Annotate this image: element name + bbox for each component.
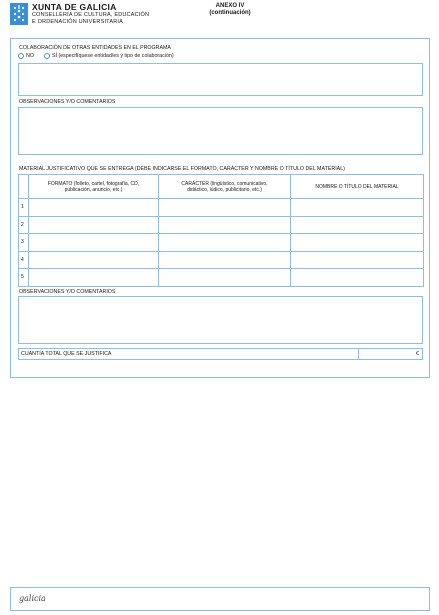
col-nombre-header: NOMBRE O TÍTULO DEL MATERIAL bbox=[291, 175, 424, 199]
col-formato-header bbox=[29, 175, 159, 199]
row-number: 2 bbox=[19, 216, 29, 234]
table-row bbox=[19, 251, 424, 269]
org-title: XUNTA DE GALICIA bbox=[32, 2, 117, 12]
form-frame bbox=[10, 38, 430, 378]
table-row bbox=[19, 269, 424, 287]
annex-title: ANEXO IV bbox=[215, 3, 245, 9]
observations-field-2[interactable] bbox=[18, 296, 423, 344]
col-caracter-line-2: didáctico, lúdico, publicitario, etc.) bbox=[187, 186, 262, 193]
col-caracter-line-1: CARÁCTER (lingüístico, comunicativo, bbox=[181, 180, 268, 187]
formato-cell[interactable] bbox=[29, 251, 159, 269]
col-formato-line-1: FORMATO (folleto, cartel, fotografía, CD, bbox=[47, 180, 140, 187]
annex-subtitle: (continuación) bbox=[209, 10, 251, 16]
total-row bbox=[18, 348, 423, 360]
table-row bbox=[19, 234, 424, 252]
nombre-cell[interactable] bbox=[291, 216, 424, 234]
table-row bbox=[19, 216, 424, 234]
table-row bbox=[19, 199, 424, 217]
caracter-cell[interactable] bbox=[159, 269, 291, 287]
formato-cell[interactable] bbox=[29, 234, 159, 252]
col-formato-line-2: publicación, anuncio, etc.) bbox=[64, 186, 123, 193]
col-caracter-header bbox=[159, 175, 291, 199]
nombre-cell[interactable] bbox=[291, 234, 424, 252]
collaboration-details-field[interactable] bbox=[18, 63, 423, 96]
page-header bbox=[10, 3, 430, 37]
organization-name bbox=[32, 3, 149, 25]
observations-field-1[interactable] bbox=[18, 107, 423, 155]
formato-cell[interactable] bbox=[29, 269, 159, 287]
radio-no[interactable] bbox=[18, 53, 24, 59]
row-number: 5 bbox=[19, 269, 29, 287]
radio-si[interactable] bbox=[44, 53, 50, 59]
nombre-cell[interactable] bbox=[291, 199, 424, 217]
org-line-1: CONSELLERÍA DE CULTURA, EDUCACIÓN bbox=[32, 12, 150, 18]
page-footer bbox=[10, 587, 430, 611]
formato-cell[interactable] bbox=[29, 199, 159, 217]
observations-label-2: OBSERVACIONES Y/O COMENTARIOS bbox=[19, 289, 116, 295]
row-number: 4 bbox=[19, 251, 29, 269]
total-label: CUANTÍA TOTAL QUE SE JUSTIFICA bbox=[21, 351, 112, 357]
radio-si-label: SÍ (especifíquese entidad/es y tipo de colaboración) bbox=[52, 53, 174, 59]
formato-cell[interactable] bbox=[29, 216, 159, 234]
table-header-row bbox=[19, 175, 424, 199]
collaboration-heading: COLABORACIÓN DE OTRAS ENTIDADES EN EL PROGRAMA bbox=[19, 45, 171, 51]
radio-no-label: NO bbox=[26, 53, 34, 59]
caracter-cell[interactable] bbox=[159, 234, 291, 252]
material-heading: MATERIAL JUSTIFICATIVO QUE SE ENTREGA (DEBE INDICARSE EL FORMATO, CARÁCTER Y NOMBRE O TÍTULO DEL MATERIAL) bbox=[19, 166, 345, 172]
currency-symbol: € bbox=[416, 351, 419, 357]
material-table bbox=[18, 174, 424, 287]
xunta-emblem-icon bbox=[10, 3, 28, 25]
xunta-logo bbox=[10, 3, 28, 25]
nombre-cell[interactable] bbox=[291, 251, 424, 269]
caracter-cell[interactable] bbox=[159, 216, 291, 234]
row-number: 3 bbox=[19, 234, 29, 252]
caracter-cell[interactable] bbox=[159, 199, 291, 217]
nombre-cell[interactable] bbox=[291, 269, 424, 287]
observations-label-1: OBSERVACIONES Y/O COMENTARIOS bbox=[19, 99, 116, 105]
total-amount-field[interactable] bbox=[358, 348, 423, 360]
row-number: 1 bbox=[19, 199, 29, 217]
caracter-cell[interactable] bbox=[159, 251, 291, 269]
galicia-brand: galicia bbox=[19, 594, 46, 603]
annex-heading bbox=[180, 3, 280, 17]
col-number-header bbox=[19, 175, 29, 199]
org-line-2: E ORDENACIÓN UNIVERSITARIA bbox=[32, 18, 123, 25]
